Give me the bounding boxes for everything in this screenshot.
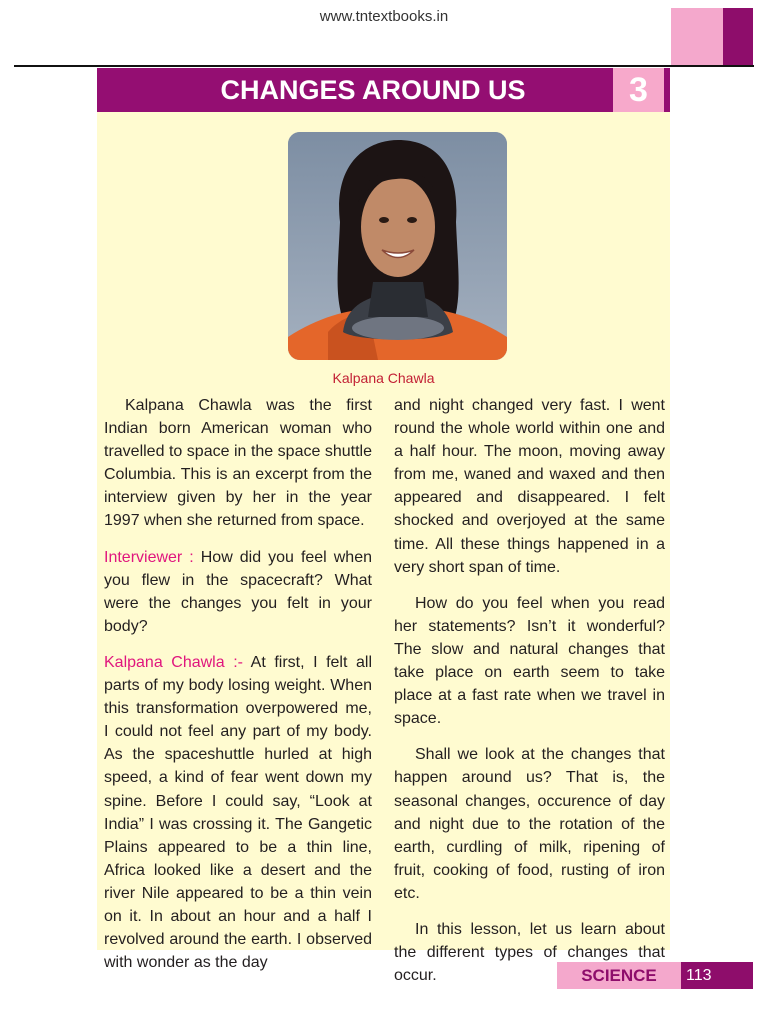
site-url[interactable]: www.tntextbooks.in <box>319 8 449 25</box>
left-text-column <box>104 394 372 987</box>
interviewer-label: Interviewer : <box>104 548 194 566</box>
chapter-number: 3 <box>613 68 664 112</box>
changes-paragraph: Shall we look at the changes that happen around us? That is, the seasonal changes, occurence of day and night due to the rotation of the earth, curdling of milk, ripening of fruit, cooking of food, rusting of iron etc. <box>394 746 665 902</box>
answer-text: At first, I felt all parts of my body losing weight. When this transformation overpowered me, I could not feel any part of my body. As the spaceshuttle hurled at high speed, a kind of fear went down my spine. Before I could say, “Look at India” I was crossing it. The Gangetic Plains appeared to be a thin line, Africa looked like a desert and the river Nile appeared to be a thin vein on it. In about an hour and a half I revolved around the earth. I observed with wonder as the day <box>104 653 372 972</box>
chawla-answer <box>104 651 372 974</box>
chapter-title: CHANGES AROUND US <box>220 75 526 105</box>
right-text-column <box>394 394 665 1000</box>
interviewer-question <box>104 546 372 638</box>
intro-paragraph: Kalpana Chawla was the first Indian born American woman who travelled to space in the space shuttle Columbia. This is an excerpt from the interview given by her in the year 1997 when she returned from space. <box>104 397 372 530</box>
interviewer-text: How did you feel when you flew in the spacecraft? What were the changes you felt in your body? <box>104 548 372 635</box>
portrait-photo <box>288 132 507 360</box>
corner-decoration-pink <box>671 8 723 65</box>
photo-caption: Kalpana Chawla <box>332 370 435 386</box>
answer-label: Kalpana Chawla :- <box>104 653 243 671</box>
answer-continuation: and night changed very fast. I went round the whole world within one and a half hour. The moon, moving away from me, waned and waxed and then appeared and disappeared. I felt shocked and overjoyed at the same time. All these things happened in a very short span of time. <box>394 397 665 576</box>
reflection-paragraph: How do you feel when you read her statements? Isn’t it wonderful? The slow and natural changes that take place on earth seem to take place at a fast rate when we travel in space. <box>394 594 665 728</box>
page-number: 113 <box>681 962 753 989</box>
subject-label: SCIENCE <box>557 962 681 989</box>
corner-decoration-purple <box>723 8 753 65</box>
lesson-intro-paragraph: In this lesson, let us learn about the different types of changes that occur. <box>394 920 665 985</box>
header-divider <box>14 65 754 67</box>
